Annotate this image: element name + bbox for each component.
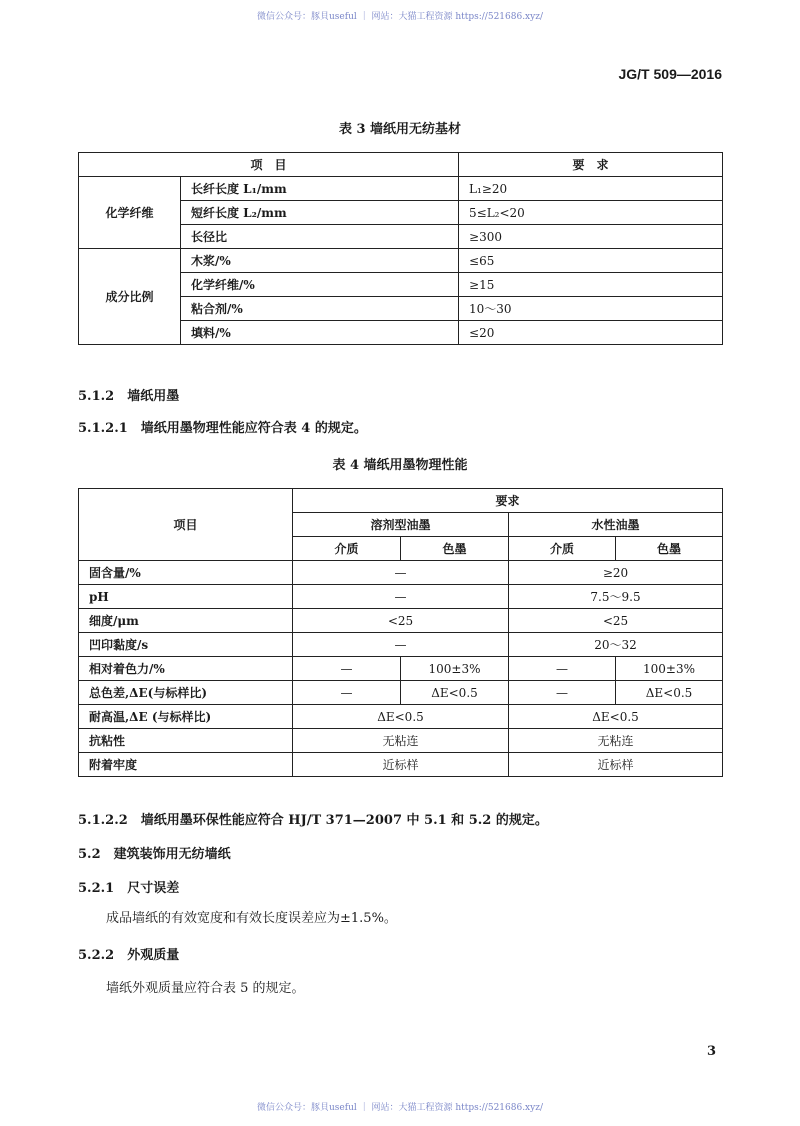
section-5-2-1-body: 成品墙纸的有效宽度和有效长度误差应为±1.5%。 [106, 911, 397, 926]
section-5-2: 5.2 建筑装饰用无纺墙纸 [78, 847, 231, 862]
watermark-bottom: 微信公众号：豚貝useful ｜ 网站：大猫工程资源 https://521686.xyz/ [257, 1103, 543, 1113]
table4-cell: 100±3% [616, 657, 723, 681]
section-5-2-2-body: 墙纸外观质量应符合表 5 的规定。 [106, 981, 305, 996]
table3-group: 化学纤维 [79, 177, 181, 249]
table3-cell: 填料/% [181, 321, 459, 345]
table3-cell: 木浆/% [181, 249, 459, 273]
section-5-2-1: 5.2.1 尺寸误差 [78, 881, 180, 896]
table3-header-req: 要 求 [459, 153, 723, 177]
table4-cell: <25 [509, 609, 723, 633]
section-5-2-2: 5.2.2 外观质量 [78, 948, 180, 963]
table4-cell: 细度/μm [79, 609, 293, 633]
table3-cell: 5≤L₂<20 [459, 201, 723, 225]
table4-cell: 耐高温,ΔE (与标样比) [79, 705, 293, 729]
table-row [79, 753, 723, 777]
table4-cell: — [509, 681, 616, 705]
section-5-1-2-1: 5.1.2.1 墙纸用墨物理性能应符合表 4 的规定。 [78, 421, 367, 436]
table4-cell: — [293, 657, 401, 681]
table4-cell: <25 [293, 609, 509, 633]
table4 [78, 488, 723, 777]
table3-group: 成分比例 [79, 249, 181, 345]
table4-caption: 表 4 墙纸用墨物理性能 [332, 458, 468, 473]
table3-cell: L₁≥20 [459, 177, 723, 201]
table4-cell: 抗粘性 [79, 729, 293, 753]
table-row [79, 729, 723, 753]
table4-cell: ΔE<0.5 [616, 681, 723, 705]
table3-cell: ≤20 [459, 321, 723, 345]
table4-cell: 相对着色力/% [79, 657, 293, 681]
standard-code: JG/T 509—2016 [618, 66, 722, 82]
table4-cell: 总色差,ΔE(与标样比) [79, 681, 293, 705]
table4-cell: pH [79, 585, 293, 609]
table4-cell: 固含量/% [79, 561, 293, 585]
table-row [79, 657, 723, 681]
table3-header-item: 项 目 [79, 153, 459, 177]
table4-header-item: 项目 [79, 489, 293, 561]
table4-cell: 100±3% [401, 657, 509, 681]
table3-cell: 短纤长度 L₂/mm [181, 201, 459, 225]
table3 [78, 152, 723, 345]
table4-cell: — [293, 681, 401, 705]
table3-cell: ≥300 [459, 225, 723, 249]
table4-cell: — [293, 561, 509, 585]
table4-cell: 20～32 [509, 633, 723, 657]
table3-cell: 长径比 [181, 225, 459, 249]
table4-cell: — [293, 633, 509, 657]
table4-cell: 凹印黏度/s [79, 633, 293, 657]
table4-cell: 附着牢度 [79, 753, 293, 777]
table4-cell: — [293, 585, 509, 609]
table4-header-color: 色墨 [616, 537, 723, 561]
table4-header-medium: 介质 [293, 537, 401, 561]
table4-cell: — [509, 657, 616, 681]
section-5-1-2-2: 5.1.2.2 墙纸用墨环保性能应符合 HJ/T 371—2007 中 5.1 和 5.2 的规定。 [78, 813, 548, 828]
table4-cell: 7.5～9.5 [509, 585, 723, 609]
watermark-top: 微信公众号：豚貝useful ｜ 网站：大猫工程资源 https://521686.xyz/ [257, 12, 543, 22]
table4-cell: ΔE<0.5 [293, 705, 509, 729]
table4-cell: 无粘连 [509, 729, 723, 753]
table4-cell: ΔE<0.5 [401, 681, 509, 705]
table3-cell: 粘合剂/% [181, 297, 459, 321]
table-row [79, 561, 723, 585]
table3-cell: 化学纤维/% [181, 273, 459, 297]
table-row [79, 609, 723, 633]
table-row [79, 681, 723, 705]
table3-caption: 表 3 墙纸用无纺基材 [338, 122, 462, 137]
table3-cell: ≥15 [459, 273, 723, 297]
table4-cell: 近标样 [509, 753, 723, 777]
table-row [79, 633, 723, 657]
table3-cell: ≤65 [459, 249, 723, 273]
table3-cell: 10～30 [459, 297, 723, 321]
table4-header-medium: 介质 [509, 537, 616, 561]
section-5-1-2: 5.1.2 墙纸用墨 [78, 389, 180, 404]
table4-cell: 近标样 [293, 753, 509, 777]
table4-header-solvent: 溶剂型油墨 [293, 513, 509, 537]
table4-header-req: 要求 [293, 489, 723, 513]
table4-header-water: 水性油墨 [509, 513, 723, 537]
table-row [79, 705, 723, 729]
table4-cell: ≥20 [509, 561, 723, 585]
table-row [79, 585, 723, 609]
table4-cell: ΔE<0.5 [509, 705, 723, 729]
page-number: 3 [706, 1044, 716, 1059]
table3-cell: 长纤长度 L₁/mm [181, 177, 459, 201]
table4-header-color: 色墨 [401, 537, 509, 561]
table4-cell: 无粘连 [293, 729, 509, 753]
